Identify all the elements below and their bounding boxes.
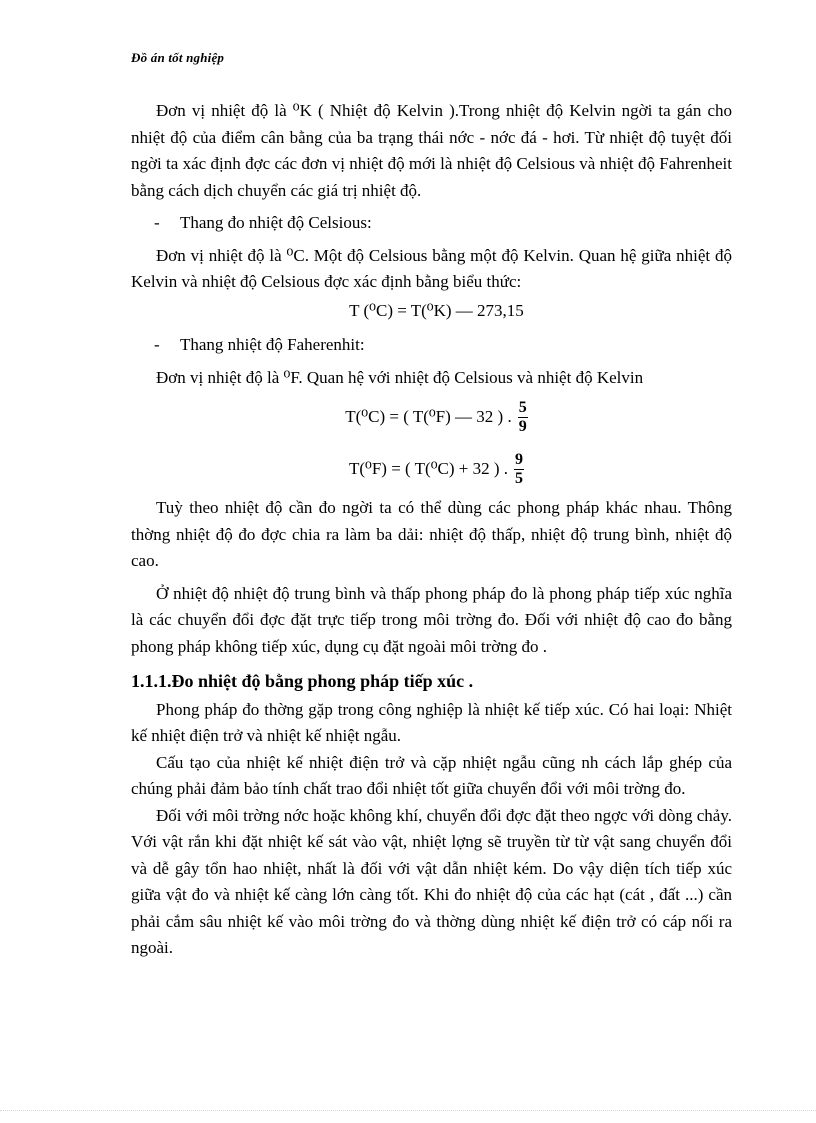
formula-c-from-f bbox=[131, 391, 732, 443]
paragraph-contact-thermometers: Phong pháp đo thờng gặp trong công nghiệp là nhiệt kế tiếp xúc. Có hai loại: Nhiệt kế nhiệt điện trở và nhiệt kế nhiệt ngẫu. bbox=[131, 699, 732, 745]
paragraph-ranges: Tuỳ theo nhiệt độ cần đo ngời ta có thể dùng các phong pháp khác nhau. Thông thờng nhiệt độ đo đợc chia ra làm ba dải: nhiệt độ thấp, nhiệt độ trung bình, nhiệt độ cao. bbox=[131, 498, 732, 570]
paragraph-media: Đối với môi trờng nớc hoặc không khí, chuyển đổi đợc đặt theo ngợc với dòng chảy. Với vật rắn khi đặt nhiệt kế sát vào vật, nhiệt lợng sẽ truyền từ từ vật sang chuyển đổi và dễ gây tổn hao nhiệt, nhất là đối với vật dẫn nhiệt kém. Do vậy diện tích tiếp xúc giữa vật đo và nhiệt kế càng lớn càng tốt. Khi đo nhiệt độ của các hạt (cát , đất ...) cần phải cắm sâu nhiệt kế vào môi trờng đo và thờng dùng nhiệt kế điện trở có cáp nối ra ngoài. bbox=[131, 805, 732, 957]
section-heading: 1.1.1.Đo nhiệt độ bằng phong pháp tiếp xúc . bbox=[131, 671, 474, 691]
paragraph-fahrenheit: Đơn vị nhiệt độ là ⁰F. Quan hệ với nhiệt độ Celsious và nhiệt độ Kelvin bbox=[156, 367, 644, 387]
formula-c-from-f-expr: T(⁰C) = ( T(⁰F) — 32 ) . bbox=[345, 406, 512, 426]
fraction-denominator: 5 bbox=[515, 469, 524, 487]
paragraph-contact-methods: Ở nhiệt độ nhiệt độ trung bình và thấp phong pháp đo là phong pháp tiếp xúc nghĩa là các chuyển đổi đợc đặt trực tiếp trong môi trờng đo. Đối với nhiệt độ cao đo bằng phong pháp không tiếp xúc, dụng cụ đặt ngoài môi trờng đo . bbox=[131, 583, 732, 656]
bullet-celsius bbox=[131, 210, 732, 237]
formula-f-from-c bbox=[131, 443, 732, 495]
fraction-numerator: 5 bbox=[518, 398, 527, 416]
bullet-dash: - bbox=[154, 335, 160, 354]
formula-celsius-kelvin: T (⁰C) = T(⁰K) — 273,15 bbox=[349, 300, 524, 320]
bullet-dash: - bbox=[154, 213, 160, 232]
fraction-9-5 bbox=[514, 451, 524, 488]
page-body bbox=[131, 98, 732, 962]
fraction-5-9 bbox=[518, 399, 528, 436]
paragraph-celsius: Đơn vị nhiệt độ là ⁰C. Một độ Celsious bằng một độ Kelvin. Quan hệ giữa nhiệt độ Kelvin và nhiệt độ Celsious đợc xác định bằng biểu thức: bbox=[131, 245, 732, 291]
fraction-numerator: 9 bbox=[515, 450, 524, 468]
paragraph-kelvin: Đơn vị nhiệt độ là ⁰K ( Nhiệt độ Kelvin ).Trong nhiệt độ Kelvin ngời ta gán cho nhiệt độ của điểm cân bằng của ba trạng thái nớc - nớc đá - hơi. Từ nhiệt độ tuyệt đối ngời ta xác định đợc các đơn vị nhiệt độ mới là nhiệt độ Celsious và nhiệt độ Fahrenheit bằng cách dịch chuyển các giá trị nhiệt độ. bbox=[131, 101, 732, 200]
fraction-denominator: 9 bbox=[518, 417, 527, 435]
paragraph-construction: Cấu tạo của nhiệt kế nhiệt điện trở và cặp nhiệt ngẫu cũng nh cách lắp ghép của chúng phải đảm bảo tính chất trao đổi nhiệt tốt giữa chuyển đổi với môi trờng đo. bbox=[131, 752, 732, 798]
bullet-celsius-text: Thang đo nhiệt độ Celsious: bbox=[180, 213, 372, 232]
bullet-fahrenheit bbox=[131, 332, 732, 359]
formula-f-from-c-expr: T(⁰F) = ( T(⁰C) + 32 ) . bbox=[348, 458, 509, 478]
page-bottom-border bbox=[0, 1110, 816, 1111]
bullet-fahrenheit-text: Thang nhiệt độ Faherenhit: bbox=[180, 335, 365, 354]
page-header: Đồ án tốt nghiệp bbox=[131, 50, 225, 65]
